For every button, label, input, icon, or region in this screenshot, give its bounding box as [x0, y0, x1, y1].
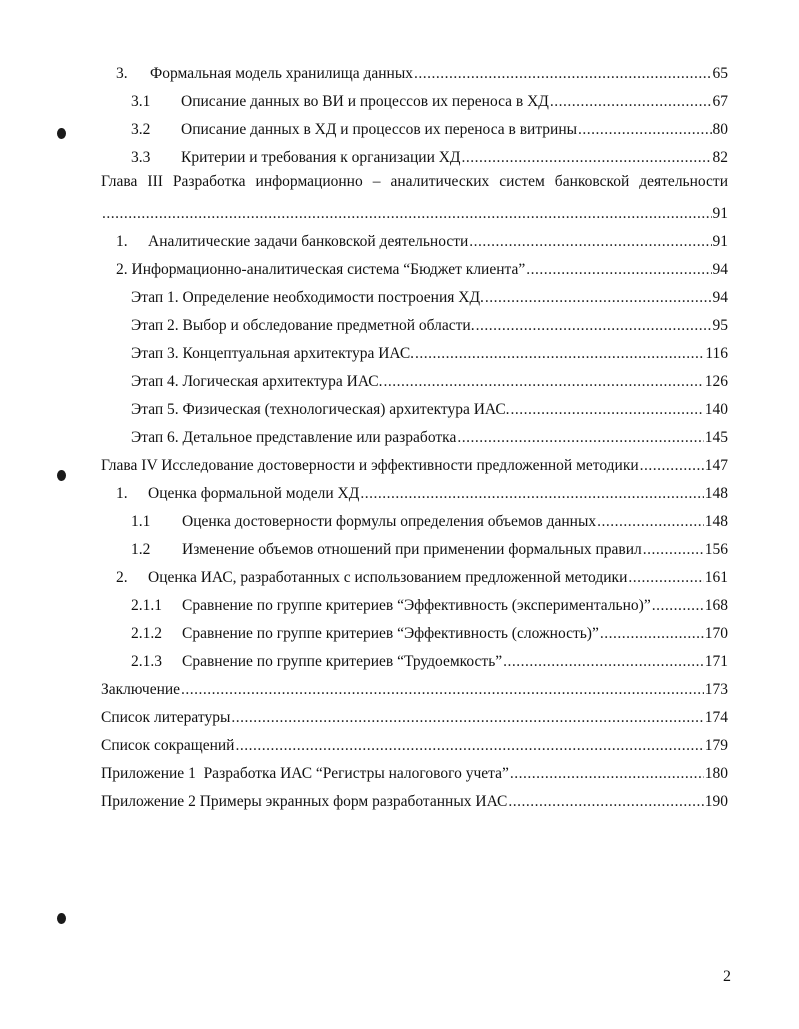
toc-entry-page: 126	[704, 373, 728, 390]
toc-entry	[116, 228, 728, 252]
toc-entry-page: 91	[712, 233, 728, 250]
toc-leader-dots	[469, 232, 711, 252]
toc-leader-dots	[235, 736, 703, 756]
toc-entry-page: 148	[704, 485, 728, 502]
toc-entry-number: 3.3	[131, 149, 151, 166]
toc-entry	[131, 508, 728, 532]
toc-entry-title: Этап 2. Выбор и обследование предметной области.	[131, 317, 475, 334]
toc-entry-number: 2.	[116, 569, 128, 586]
toc-leader-dots	[578, 120, 711, 140]
toc-leader-dots	[476, 316, 712, 336]
toc-leader-dots	[462, 148, 712, 168]
page-number: 2	[723, 968, 731, 985]
toc-entry	[131, 116, 728, 140]
toc-leader-dots	[628, 568, 703, 588]
toc-leader-dots	[597, 512, 704, 532]
toc-entry	[131, 396, 728, 420]
toc-entry-page: 82	[712, 149, 728, 166]
toc-entry	[101, 704, 728, 728]
toc-entry-title: Сравнение по группе критериев “Эффективность (экспериментально)”	[182, 597, 651, 614]
toc-entry-number: 3.2	[131, 121, 151, 138]
toc-entry-title: Описание данных во ВИ и процессов их переноса в ХД	[181, 93, 549, 110]
toc-entry-title: Сравнение по группе критериев “Эффективность (сложность)”	[182, 625, 599, 642]
toc-chapter-heading	[101, 452, 728, 476]
toc-entry	[131, 620, 728, 644]
toc-entry-number: 1.2	[131, 541, 151, 558]
toc-entry-page: 94	[712, 261, 728, 278]
toc-entry-page: 179	[704, 737, 728, 754]
binder-hole-mark	[57, 128, 66, 139]
toc-entry-title: Описание данных в ХД и процессов их переноса в витрины	[181, 121, 578, 138]
toc-entry-number: 1.1	[131, 513, 151, 530]
toc-entry	[101, 760, 728, 784]
toc-leader-dots	[652, 596, 704, 616]
toc-leader-dots	[457, 428, 703, 448]
toc-entry-page: 148	[704, 513, 728, 530]
toc-entry-number: 3.	[116, 65, 128, 82]
toc-entry	[116, 60, 728, 84]
toc-leader-dots	[485, 288, 712, 308]
toc-entry-page: 67	[712, 93, 728, 110]
toc-entry	[101, 732, 728, 756]
toc-entry-page: 171	[704, 653, 728, 670]
toc-entry-title: Оценка достоверности формулы определения объемов данных	[182, 513, 597, 530]
toc-entry	[116, 480, 728, 504]
toc-leader-dots	[102, 204, 712, 224]
toc-entry-number: 1.	[116, 485, 128, 502]
toc-entry-number: 2.1.1	[131, 597, 162, 614]
toc-entry-page: 140	[704, 401, 728, 418]
toc-leader-dots	[181, 680, 704, 700]
toc-entry	[131, 424, 728, 448]
toc-entry-page: 170	[704, 625, 728, 642]
toc-chapter-heading	[101, 172, 728, 196]
binder-hole-mark	[57, 470, 66, 481]
toc-leader-dots	[414, 64, 712, 84]
toc-entry-title: Этап 3. Концептуальная архитектура ИАС.	[131, 345, 415, 362]
toc-entry-page: 190	[704, 793, 728, 810]
toc-entry	[131, 536, 728, 560]
toc-entry-title: 2. Информационно-аналитическая система “Бюджет клиента”	[116, 261, 526, 278]
toc-entry-title: Приложение 1 Разработка ИАС “Регистры налогового учета”	[101, 765, 509, 782]
toc-entry	[131, 648, 728, 672]
toc-entry-title: Список сокращений	[101, 737, 235, 754]
toc-entry-title: Приложение 2 Примеры экранных форм разработанных ИАС	[101, 793, 508, 810]
toc-leader-dots	[643, 540, 704, 560]
toc-leader-dots	[640, 456, 704, 476]
binder-hole-mark	[57, 913, 66, 924]
toc-entry	[131, 340, 728, 364]
toc-entry-title: Этап 5. Физическая (технологическая) архитектура ИАС.	[131, 401, 510, 418]
toc-leader-dots	[550, 92, 712, 112]
toc-entry-title: Оценка формальной модели ХД	[148, 485, 360, 502]
toc-leader-dots	[508, 792, 703, 812]
toc-entry-page: 94	[712, 289, 728, 306]
toc-leader-dots	[526, 260, 711, 280]
toc-entry-title: Этап 1. Определение необходимости построения ХД.	[131, 289, 484, 306]
toc-entry-number: 2.1.2	[131, 625, 162, 642]
toc-entry	[101, 676, 728, 700]
toc-entry-page: 95	[712, 317, 728, 334]
toc-leader-dots	[510, 764, 704, 784]
toc-entry-title: Сравнение по группе критериев “Трудоемкость”	[182, 653, 503, 670]
toc-entry-page: 65	[712, 65, 728, 82]
toc-entry-page: 173	[704, 681, 728, 698]
toc-leader-dots	[360, 484, 703, 504]
toc-entry	[131, 368, 728, 392]
toc-entry	[116, 256, 728, 280]
toc-entry	[101, 200, 728, 224]
toc-leader-dots	[384, 372, 704, 392]
toc-leader-dots	[600, 624, 704, 644]
toc-entry	[131, 88, 728, 112]
toc-entry	[131, 312, 728, 336]
toc-entry-page: 161	[704, 569, 728, 586]
toc-entry-number: 3.1	[131, 93, 151, 110]
toc-entry-page: 80	[712, 121, 728, 138]
toc-entry	[116, 564, 728, 588]
toc-entry-page: 91	[712, 205, 728, 222]
toc-entry	[131, 144, 728, 168]
toc-entry-title: Критерии и требования к организации ХД	[181, 149, 461, 166]
toc-entry-title: Глава III Разработка информационно – аналитических систем банковской деятельности	[101, 173, 728, 190]
toc-entry-title: Список литературы	[101, 709, 231, 726]
toc-entry-title: Этап 4. Логическая архитектура ИАС.	[131, 373, 383, 390]
toc-leader-dots	[231, 708, 703, 728]
toc-entry-title: Этап 6. Детальное представление или разработка	[131, 429, 457, 446]
toc-entry-title: Аналитические задачи банковской деятельности	[148, 233, 469, 250]
toc-leader-dots	[415, 344, 704, 364]
toc-entry-page: 145	[704, 429, 728, 446]
toc-entry-page: 116	[705, 345, 728, 362]
toc-entry-title: Изменение объемов отношений при применении формальных правил	[182, 541, 642, 558]
toc-leader-dots	[511, 400, 704, 420]
toc-entry	[101, 788, 728, 812]
toc-entry	[131, 284, 728, 308]
toc-entry	[131, 592, 728, 616]
toc-entry-number: 2.1.3	[131, 653, 162, 670]
toc-entry-number: 1.	[116, 233, 128, 250]
toc-entry-page: 147	[704, 457, 728, 474]
toc-entry-title: Оценка ИАС, разработанных с использованием предложенной методики	[148, 569, 628, 586]
toc-entry-page: 180	[704, 765, 728, 782]
toc-entry-page: 174	[704, 709, 728, 726]
toc-entry-title: Формальная модель хранилища данных	[150, 65, 413, 82]
toc-entry-title: Заключение	[101, 681, 181, 698]
toc-entry-page: 168	[704, 597, 728, 614]
toc-leader-dots	[503, 652, 704, 672]
toc-entry-title: Глава IV Исследование достоверности и эффективности предложенной методики	[101, 457, 639, 474]
toc-entry-page: 156	[704, 541, 728, 558]
